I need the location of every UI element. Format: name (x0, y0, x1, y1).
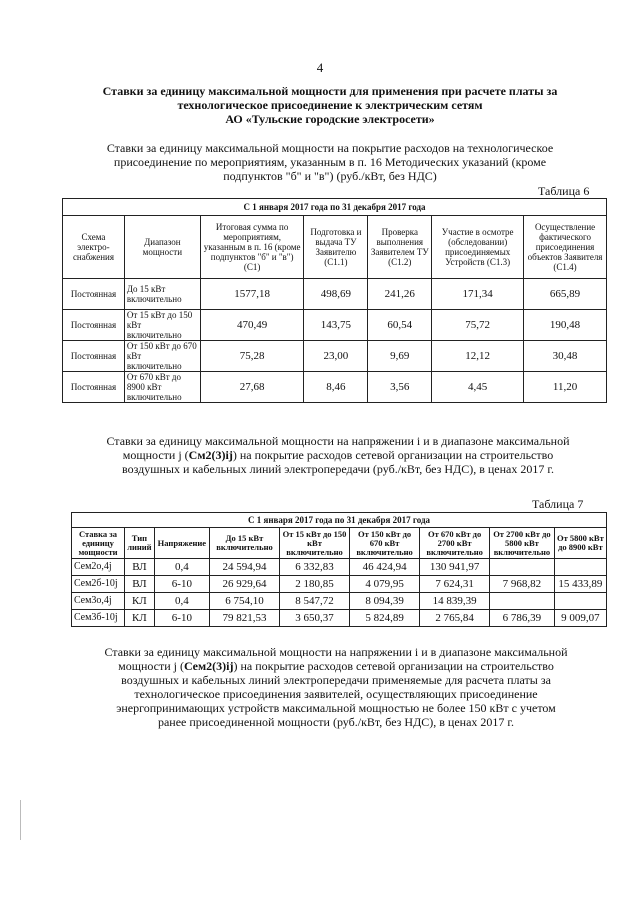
cell-v6 (554, 593, 606, 610)
subtitle-line-1: Ставки за единицу максимальной мощности на покрытие расходов на технологическое (106, 141, 554, 155)
table7-header-range-5: От 2700 кВт до 5800 кВт включительно (490, 528, 555, 559)
cell-c14: 30,48 (524, 341, 607, 372)
cell-v3: 5 824,89 (350, 610, 420, 627)
cell-v6 (554, 559, 606, 576)
table6-description (100, 141, 560, 183)
cell-v2: 3 650,37 (280, 610, 350, 627)
table7-header-range-4: От 670 кВт до 2700 кВт включительно (420, 528, 490, 559)
cell-v1: 26 929,64 (209, 576, 279, 593)
cell-c12: 3,56 (368, 372, 432, 403)
table-6 (62, 198, 607, 403)
cell-voltage: 0,4 (154, 559, 209, 576)
table7-header-range-6: От 5800 кВт до 8900 кВт (554, 528, 606, 559)
cell-v5 (490, 559, 555, 576)
cell-c14: 190,48 (524, 310, 607, 341)
cell-scheme: Постоянная (63, 310, 125, 341)
cell-v3: 8 094,39 (350, 593, 420, 610)
document-heading (70, 84, 590, 126)
table7-header-range-2: От 15 кВт до 150 кВт включительно (280, 528, 350, 559)
para2-line-1: Ставки за единицу максимальной мощности на напряжении i и в диапазоне максимальной (104, 645, 568, 659)
cell-rate: Cем3о,4j (72, 593, 125, 610)
scan-margin-mark (20, 800, 21, 840)
cell-voltage: 6-10 (154, 610, 209, 627)
para2-line-3: воздушных и кабельных линий электропередачи применяемые для расчета платы за (121, 673, 551, 687)
table-row (63, 310, 607, 341)
cell-range: От 150 кВт до 670 кВт включительно (124, 341, 200, 372)
cell-v2: 6 332,83 (280, 559, 350, 576)
cell-v4: 130 941,97 (420, 559, 490, 576)
table-7 (71, 512, 607, 627)
para1-line-2-start: мощности j ( (122, 448, 189, 462)
cell-c12: 9,69 (368, 341, 432, 372)
para2-line-5: энергопринимающих устройств максимальной мощностью не более 150 кВт с учетом (116, 701, 556, 715)
cell-rate: Cем3б-10j (72, 610, 125, 627)
cell-c14: 665,89 (524, 279, 607, 310)
cell-range: От 15 кВт до 150 кВт включительно (124, 310, 200, 341)
cell-voltage: 0,4 (154, 593, 209, 610)
subtitle-line-2: присоединение по мероприятиям, указанным в п. 16 Методических указаний (кроме (113, 155, 547, 169)
table7-header-type: Тип линий (124, 528, 154, 559)
cell-v4: 14 839,39 (420, 593, 490, 610)
cell-c13: 171,34 (432, 279, 524, 310)
para1-line-2-end: ) на покрытие расходов сетевой организации на строительство (232, 448, 554, 462)
cell-range: От 670 кВт до 8900 кВт включительно (124, 372, 200, 403)
cell-scheme: Постоянная (63, 372, 125, 403)
cell-v4: 2 765,84 (420, 610, 490, 627)
cell-c1: 1577,18 (200, 279, 304, 310)
table7-header-voltage: Напряжение (154, 528, 209, 559)
cell-v2: 2 180,85 (280, 576, 350, 593)
table6-label: Таблица 6 (538, 184, 590, 198)
heading-line-2: технологическое присоединение к электрическим сетям (177, 98, 483, 112)
para2-line-6: ранее присоединенной мощности (руб./кВт, без НДС), в ценах 2017 г. (157, 715, 514, 729)
cell-v5: 7 968,82 (490, 576, 555, 593)
cell-rate: Cем2о,4j (72, 559, 125, 576)
table7-description (88, 434, 588, 476)
para2-line-2-start: мощности j ( (118, 659, 184, 673)
cell-c12: 60,54 (368, 310, 432, 341)
table-row (72, 559, 607, 576)
cell-v5 (490, 593, 555, 610)
para2-line-4: технологическое присоединения заявителей, осуществляющих присоединение (134, 687, 538, 701)
para1-rate-symbol: Cм2(3)ij (188, 448, 233, 462)
table6-header-c11: Подготовка и выдача ТУ Заявителю (С1.1) (304, 216, 368, 279)
page-number: 4 (316, 60, 324, 75)
cell-type: ВЛ (124, 559, 154, 576)
table-row (72, 593, 607, 610)
cell-c13: 75,72 (432, 310, 524, 341)
table7-header-range-1: До 15 кВт включительно (209, 528, 279, 559)
para2-line-2-end: ) на покрытие расходов сетевой организации на строительство (233, 659, 554, 673)
cell-c13: 4,45 (432, 372, 524, 403)
table-row (63, 279, 607, 310)
table7-header-range-3: От 150 кВт до 670 кВт включительно (350, 528, 420, 559)
table6-header-range: Диапазон мощности (124, 216, 200, 279)
heading-line-1: Ставки за единицу максимальной мощности для применения при расчете платы за (102, 84, 558, 98)
cell-voltage: 6-10 (154, 576, 209, 593)
para1-line-3: воздушных и кабельных линий электропередачи (руб./кВт, без НДС), в ценах 2017 г. (122, 462, 554, 476)
para1-line-2 (88, 448, 588, 462)
cell-v1: 79 821,53 (209, 610, 279, 627)
cell-c12: 241,26 (368, 279, 432, 310)
para2-line-2 (86, 659, 586, 673)
cell-c11: 8,46 (304, 372, 368, 403)
cell-v2: 8 547,72 (280, 593, 350, 610)
table6-header-scheme: Схема электро-снабжения (63, 216, 125, 279)
cell-type: КЛ (124, 610, 154, 627)
table6-period: С 1 января 2017 года по 31 декабря 2017 года (63, 199, 607, 216)
table7-period: С 1 января 2017 года по 31 декабря 2017 года (72, 513, 607, 528)
cell-c14: 11,20 (524, 372, 607, 403)
cell-range: До 15 кВт включительно (124, 279, 200, 310)
cell-type: ВЛ (124, 576, 154, 593)
cell-v3: 46 424,94 (350, 559, 420, 576)
cell-v1: 6 754,10 (209, 593, 279, 610)
subtitle-line-3: подпунктов "б" и "в") (руб./кВт, без НДС) (223, 169, 437, 183)
closing-description (86, 645, 586, 729)
cell-scheme: Постоянная (63, 279, 125, 310)
cell-type: КЛ (124, 593, 154, 610)
table-row (63, 341, 607, 372)
cell-v3: 4 079,95 (350, 576, 420, 593)
cell-v5: 6 786,39 (490, 610, 555, 627)
cell-c13: 12,12 (432, 341, 524, 372)
cell-c1: 470,49 (200, 310, 304, 341)
cell-v6: 15 433,89 (554, 576, 606, 593)
cell-c11: 498,69 (304, 279, 368, 310)
cell-scheme: Постоянная (63, 341, 125, 372)
para1-line-1: Ставки за единицу максимальной мощности на напряжении i и в диапазоне максимальной (106, 434, 570, 448)
table7-header-rate: Ставка за единицу мощности (72, 528, 125, 559)
table7-label: Таблица 7 (532, 497, 584, 511)
table6-header-c13: Участие в осмотре (обследовании) присоединяемых Устройств (С1.3) (432, 216, 524, 279)
cell-v6: 9 009,07 (554, 610, 606, 627)
heading-line-3: АО «Тульские городские электросети» (225, 112, 435, 126)
table-row (72, 576, 607, 593)
table6-header-c1: Итоговая сумма по мероприятиям, указанным в п. 16 (кроме подпунктов "б" и "в") (С1) (200, 216, 304, 279)
cell-rate: Cем2б-10j (72, 576, 125, 593)
cell-c11: 23,00 (304, 341, 368, 372)
table-row (63, 372, 607, 403)
cell-v1: 24 594,94 (209, 559, 279, 576)
cell-c1: 27,68 (200, 372, 304, 403)
para2-rate-symbol: Cем2(3)ij (184, 659, 234, 673)
cell-v4: 7 624,31 (420, 576, 490, 593)
table6-header-c12: Проверка выполнения Заявителем ТУ (С1.2) (368, 216, 432, 279)
table-row (72, 610, 607, 627)
table6-header-c14: Осуществление фактического присоединения объектов Заявителя (С1.4) (524, 216, 607, 279)
cell-c1: 75,28 (200, 341, 304, 372)
cell-c11: 143,75 (304, 310, 368, 341)
